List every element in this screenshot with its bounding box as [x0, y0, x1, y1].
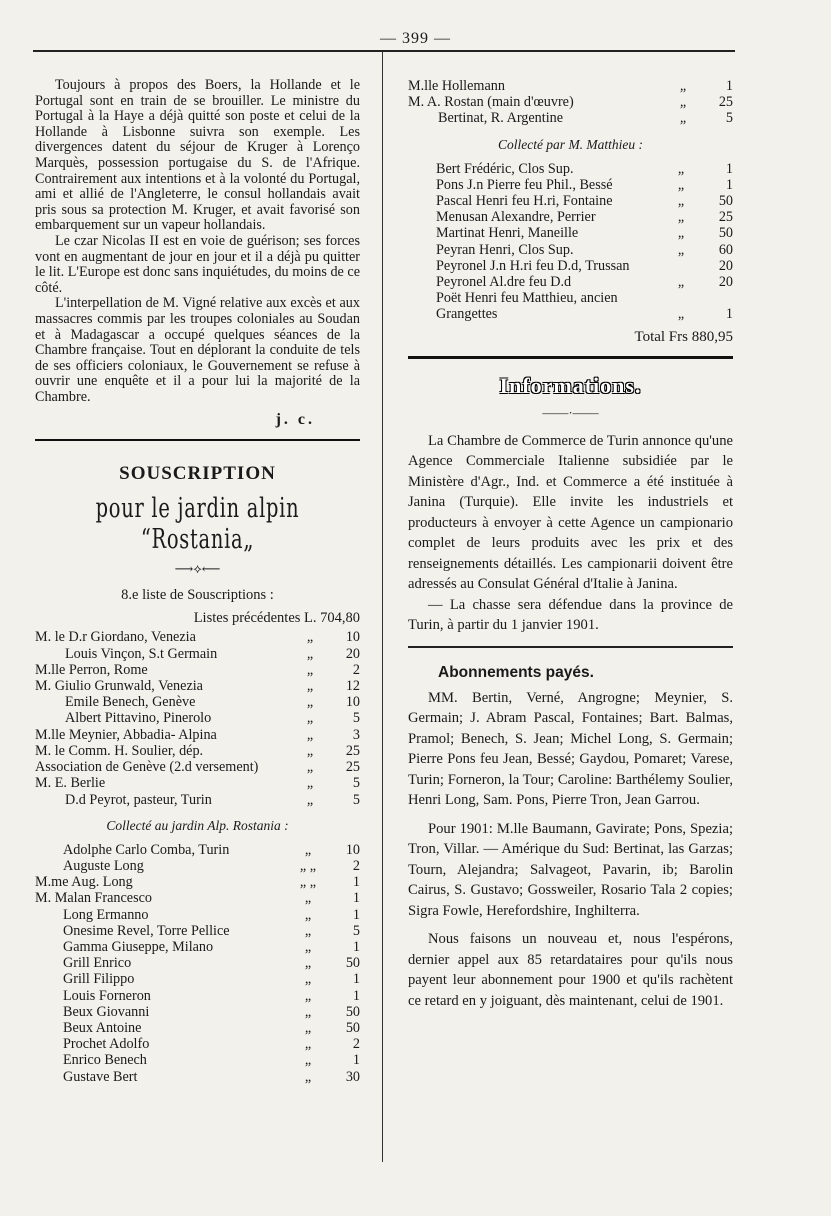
entry-amount: 5 — [352, 775, 360, 792]
entry-name: Auguste Long — [63, 857, 144, 874]
list-item — [35, 971, 360, 987]
entry-name: M.lle Hollemann — [408, 78, 505, 94]
list-item — [35, 923, 360, 939]
entry-name: Martinat Henri, Maneille — [436, 225, 579, 242]
ditto-mark: „ — [304, 906, 312, 923]
entry-amount: 1 — [725, 176, 733, 193]
ditto-mark: „ — [677, 225, 685, 242]
ditto-mark: „ — [677, 160, 685, 177]
entry-amount: 20 — [718, 257, 733, 274]
entry-amount: 5 — [352, 791, 360, 808]
ditto-mark: „ — [677, 306, 685, 323]
list-item — [35, 907, 360, 923]
ditto-mark: „ „ — [299, 857, 317, 874]
ditto-mark: „ — [304, 1068, 312, 1085]
ditto-mark: „ — [304, 938, 312, 955]
entry-name: M. le Comm. H. Soulier, dép. — [35, 742, 204, 759]
entry-name: Poët Henri feu Matthieu, ancien — [436, 290, 618, 307]
entry-amount: 25 — [345, 759, 360, 776]
entry-amount: 12 — [345, 678, 360, 695]
ditto-mark: „ — [304, 1003, 312, 1020]
entry-amount: 1 — [725, 160, 733, 177]
ditto-mark: „ — [304, 841, 312, 858]
column-divider — [382, 52, 383, 1162]
entry-name: Peyronel Al.dre feu D.d — [436, 274, 572, 291]
ditto-mark: „ — [304, 971, 312, 988]
abonnements-paragraph-1900: MM. Bertin, Verné, Angrogne; Meynier, S. Germain; J. Abram Pascal, Fontaines; Bart. Balmas, Pramol; Benech, S. Jean; Michel Long, S. Germain; Pierre Pons feu Jean, Bessé; Gaydou, Pomaret; Varese, Turin; Forneron, la Tour; Caroline: Barthélemy Soulier, Henri Long, Sam. Pons, Pierre Tron, Jean Garrou. — [408, 689, 733, 809]
info-paragraph-chasse: — La chasse sera défendue dans la province de Turin, à partir du 1 janvier 1901. — [408, 596, 733, 634]
abonnements-title: Abonnements payés. — [438, 663, 594, 681]
ditto-mark: „ — [677, 274, 685, 291]
listes-precedentes: Listes précédentes L. 704,80 — [193, 610, 360, 627]
list-item — [35, 727, 360, 743]
ditto-mark: „ — [304, 1019, 312, 1036]
entry-amount: 3 — [352, 726, 360, 743]
ditto-mark: „ — [306, 775, 314, 792]
entry-amount: 60 — [718, 241, 733, 258]
list-item — [35, 662, 360, 678]
top-rule — [33, 50, 735, 52]
ditto-mark: „ — [306, 791, 314, 808]
list-item — [408, 242, 733, 258]
total-line: Total Frs 880,95 — [634, 328, 733, 345]
entry-name: Beux Giovanni — [63, 1003, 150, 1020]
ditto-mark: „ — [679, 78, 687, 94]
list-item — [35, 710, 360, 726]
list-item — [35, 874, 360, 890]
ditto-mark: „ — [306, 742, 314, 759]
list-item — [35, 775, 360, 791]
list-item — [35, 743, 360, 759]
entry-name: Bert Frédéric, Clos Sup. — [436, 160, 574, 177]
informations-title: Informations. — [499, 372, 642, 398]
entry-amount: 2 — [352, 857, 360, 874]
list-item — [35, 1036, 360, 1052]
entry-name: M.me Aug. Long — [35, 874, 133, 891]
section-rule — [408, 356, 733, 359]
right-column — [408, 78, 733, 1011]
entry-name: Adolphe Carlo Comba, Turin — [63, 841, 230, 858]
news-paragraph-vigne: L'interpellation de M. Vigné relative aux excès et aux massacres commis par les troupes coloniales au Soudan et à Madagascar a occupé quelques séances de la Chambre française. Tout en déplorant la conduite de tels de ses officiers coloniaux, le Gouvernement se refuse à ouvrir une enquête et il a pour lui la majorité de la Chambre. — [35, 295, 360, 405]
list-item — [408, 290, 733, 306]
entry-name: D.d Peyrot, pasteur, Turin — [65, 791, 212, 808]
entry-name: M. Malan Francesco — [35, 890, 153, 907]
ditto-mark: „ — [677, 241, 685, 258]
ditto-mark: „ — [306, 726, 314, 743]
entry-amount: 1 — [352, 874, 360, 891]
list-item — [35, 988, 360, 1004]
list-item — [408, 78, 733, 94]
ditto-mark: „ — [677, 176, 685, 193]
collecte-table — [35, 842, 360, 1085]
entry-name: Enrico Benech — [63, 1052, 147, 1069]
entry-amount: 50 — [718, 193, 733, 210]
list-item — [35, 842, 360, 858]
entry-amount: 50 — [718, 225, 733, 242]
list-item — [408, 110, 733, 126]
entry-name: Long Ermanno — [63, 906, 149, 923]
ditto-mark: „ — [306, 661, 314, 678]
entry-amount: 25 — [718, 209, 733, 226]
ditto-mark: „ — [304, 1052, 312, 1069]
list-item — [35, 1020, 360, 1036]
entry-name: Pons J.n Pierre feu Phil., Bessé — [436, 176, 613, 193]
ditto-mark: „ — [306, 629, 314, 646]
page-number: — 399 — — [380, 30, 451, 47]
entry-name: Grangettes — [436, 306, 498, 323]
entry-name: M.lle Meynier, Abbadia- Alpina — [35, 726, 217, 743]
entry-name: M. E. Berlie — [35, 775, 106, 792]
info-paragraph-chambre: La Chambre de Commerce de Turin annonce qu'une Agence Commerciale Italienne subsidiée par le Ministère d'Agr., Ind. et Commerce a été instituée à Janina (Turquie). Elle invite les industriels et producteurs à envoyer à cette Agence un campionario complet de leurs produits avec les prix et des renseignements détaillés. Les campionarii doivent être adressés au Consulat Général d'Italie à Janina. — [408, 432, 733, 593]
collecte-table-matthieu — [408, 161, 733, 323]
list-item — [408, 258, 733, 274]
entry-name: M. le D.r Giordano, Venezia — [35, 629, 196, 646]
entry-name: Grill Filippo — [63, 971, 135, 988]
entry-amount: 5 — [725, 110, 733, 127]
ditto-mark: „ — [677, 209, 685, 226]
entry-amount: 5 — [352, 710, 360, 727]
list-item — [35, 792, 360, 808]
signature: j. c. — [275, 411, 315, 429]
ditto-mark: „ — [306, 710, 314, 727]
collecte-title-matthieu: Collecté par M. Matthieu : — [497, 136, 644, 152]
entry-amount: 50 — [345, 955, 360, 972]
list-item — [35, 759, 360, 775]
entry-amount: 20 — [718, 274, 733, 291]
ditto-mark: „ — [306, 759, 314, 776]
collecte-title: Collecté au jardin Alp. Rostania : — [106, 817, 289, 833]
ditto-mark: „ — [306, 694, 314, 711]
ditto-mark: „ — [304, 922, 312, 939]
entry-amount: 1 — [352, 971, 360, 988]
list-item — [408, 177, 733, 193]
list-item — [408, 225, 733, 241]
entry-name: M. A. Rostan (main d'œuvre) — [408, 94, 574, 111]
abonnements-paragraph-appel: Nous faisons un nouveau et, nous l'espérons, dernier appel aux 85 retardataires pour qu'ils nous payent leur abonnement pour 1900 et qu'ils rachètent ce retard en y joiguant, dès maintenant, celui de 1901. — [408, 931, 733, 1009]
list-item — [35, 955, 360, 971]
entry-name: M.lle Perron, Rome — [35, 661, 148, 678]
liste-heading: 8.e liste de Souscriptions : — [121, 587, 274, 604]
entry-amount: 10 — [345, 694, 360, 711]
entry-name: Beux Antoine — [63, 1019, 142, 1036]
entry-amount: 50 — [345, 1019, 360, 1036]
entry-name: M. Giulio Grunwald, Venezia — [35, 678, 203, 695]
ditto-mark: „ „ — [299, 874, 317, 891]
entry-amount: 25 — [718, 94, 733, 111]
news-paragraph-czar: Le czar Nicolas II est en voie de guérison; ses forces vont en augmentant de jour en jour et il a déjà pu quitter le lit. L'Europe est donc sans inquiétudes, du moins de ce côté. — [35, 232, 360, 296]
entry-name: Grill Enrico — [63, 955, 132, 972]
entry-amount: 10 — [345, 629, 360, 646]
list-item — [408, 306, 733, 322]
list-item — [35, 646, 360, 662]
entry-name: Peyronel J.n H.ri feu D.d, Trussan — [436, 257, 630, 274]
list-item — [35, 629, 360, 645]
entry-name: Menusan Alexandre, Perrier — [436, 209, 596, 226]
list-item — [35, 1052, 360, 1068]
entry-amount: 25 — [345, 742, 360, 759]
entry-name: Pascal Henri feu H.ri, Fontaine — [436, 193, 613, 210]
entry-amount: 1 — [352, 938, 360, 955]
ditto-mark: „ — [304, 890, 312, 907]
list-item — [35, 1004, 360, 1020]
ditto-mark: „ — [304, 955, 312, 972]
entry-amount: 1 — [725, 306, 733, 323]
entry-name: Onesime Revel, Torre Pellice — [63, 922, 230, 939]
ditto-mark: „ — [679, 110, 687, 127]
ditto-mark: „ — [679, 94, 687, 111]
ditto-mark: „ — [304, 1036, 312, 1053]
souscription-subtitle: pour le jardin alpin “Rostania„ — [95, 493, 300, 556]
list-item — [35, 1069, 360, 1085]
entry-name: Bertinat, R. Argentine — [438, 110, 564, 127]
entry-amount: 50 — [345, 1003, 360, 1020]
section-rule — [408, 646, 733, 648]
list-item — [408, 94, 733, 110]
entry-amount: 1 — [352, 1052, 360, 1069]
entry-name: Prochet Adolfo — [63, 1036, 150, 1053]
entry-amount: 20 — [345, 645, 360, 662]
entry-amount: 1 — [352, 890, 360, 907]
subscription-table — [35, 629, 360, 807]
souscription-title: SOUSCRIPTION — [119, 463, 276, 485]
abonnements-paragraph-1901: Pour 1901: M.lle Baumann, Gavirate; Pons, Spezia; Tron, Villar. — Amérique du Sud: Bertinat, las Garzas; Tourn, Alejandra; Salvageot, Pavarin, ib; Barolin Cairus, S. Gustavo; Gossweiler, Rosario Tala 2 copies; Sigra Fowle, Herefordshire, Inghilterra. — [408, 820, 733, 919]
entry-amount: 30 — [345, 1068, 360, 1085]
subscription-table-continued — [408, 78, 733, 127]
entry-amount: 2 — [352, 1036, 360, 1053]
list-item — [35, 939, 360, 955]
entry-amount — [694, 290, 733, 306]
list-item — [408, 209, 733, 225]
list-item — [408, 161, 733, 177]
news-paragraph-boers: Toujours à propos des Boers, la Hollande et le Portugal sont en train de se brouiller. Le ministre du Portugal à la Haye a déjà quitté son poste et celui de la Hollande à Lisbonne suivra son exemple. Les divergences datent du séjour de Kruger à Lorenço Marquès, possession portugaise du S. de l'Afrique. Contrairement aux intentions et à la volonté du Portugal, ami et allié de l'Angleterre, le consul hollandais avait pris sous sa protection M. Kruger, et avait favorisé son embarquement sur un vapeur hollandais. — [35, 77, 360, 234]
ditto-mark: „ — [306, 645, 314, 662]
ditto-mark — [668, 290, 694, 306]
ornament: ——·—— — [542, 404, 599, 420]
ditto-mark: „ — [306, 678, 314, 695]
left-column — [35, 78, 360, 1085]
list-item — [408, 274, 733, 290]
ornament: ⟶⟡⟵ — [174, 561, 221, 577]
entry-name: Association de Genève (2.d versement) — [35, 759, 259, 776]
entry-name: Louis Vinçon, S.t Germain — [65, 645, 218, 662]
ditto-mark: „ — [304, 987, 312, 1004]
entry-amount: 2 — [352, 661, 360, 678]
entry-amount: 5 — [352, 922, 360, 939]
entry-amount: 1 — [725, 78, 733, 94]
section-rule — [35, 439, 360, 441]
entry-amount: 1 — [352, 987, 360, 1004]
list-item — [35, 858, 360, 874]
entry-name: Peyran Henri, Clos Sup. — [436, 241, 574, 258]
ditto-mark — [668, 258, 694, 274]
entry-name: Gustave Bert — [63, 1068, 138, 1085]
list-item — [408, 193, 733, 209]
entry-name: Louis Forneron — [63, 987, 151, 1004]
entry-amount: 10 — [345, 841, 360, 858]
list-item — [35, 694, 360, 710]
list-item — [35, 678, 360, 694]
list-item — [35, 890, 360, 906]
ditto-mark: „ — [677, 193, 685, 210]
entry-name: Emile Benech, Genève — [65, 694, 196, 711]
entry-amount: 1 — [352, 906, 360, 923]
entry-name: Gamma Giuseppe, Milano — [63, 938, 214, 955]
entry-name: Albert Pittavino, Pinerolo — [65, 710, 212, 727]
